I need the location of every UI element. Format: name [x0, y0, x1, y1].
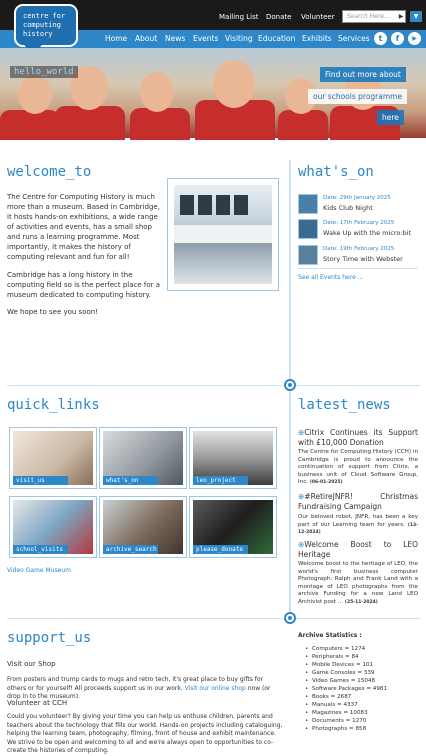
nav-events[interactable]: Events [193, 34, 219, 43]
welcome-paragraph-1: The Centre for Computing History is much more than a museum. Based in Cambridge, it hosts hands-on exhibitions, a wide range of activities and events, has a small shop and runs a learning programme. Most importantly, it makes the history of computing relevant and fun for all! [7, 193, 160, 261]
volunteer-heading: Volunteer at CCH [7, 699, 68, 707]
quick-link-visit-us[interactable] [9, 427, 97, 489]
quick-link-label: school_visits [13, 545, 68, 554]
nav-services[interactable]: Services [338, 34, 370, 43]
archive-stat: • Magazines = 10083 [312, 710, 368, 716]
volunteer-link[interactable]: Volunteer [301, 13, 335, 21]
schools-programme-link[interactable]: our schools programme [308, 89, 407, 104]
quick-link-school-visits[interactable] [9, 496, 97, 558]
nav-about[interactable]: About [135, 34, 158, 43]
horizontal-divider [7, 618, 283, 619]
quick-link-leo-project[interactable] [189, 427, 277, 489]
event-item[interactable] [298, 245, 416, 267]
donate-link[interactable]: Donate [266, 13, 292, 21]
event-item[interactable] [298, 194, 416, 216]
archive-stat: • Documents = 1270 [312, 718, 366, 724]
quick-links-heading: quick_links [7, 397, 100, 413]
nav-visiting[interactable]: Visiting [225, 34, 253, 43]
latest-news-heading: latest_news [298, 397, 391, 413]
welcome-paragraph-2: Cambridge has a long history in the computing field so is the perfect place for a museum dedicated to computing history. [7, 271, 161, 299]
archive-stat: • Mobile Devices = 101 [312, 662, 373, 668]
news-date: (25-11-2024) [344, 599, 378, 605]
nav-home[interactable]: Home [105, 34, 128, 43]
bullet-icon: ⊕ [298, 428, 305, 437]
event-title[interactable]: Wake Up with the micro:bit [323, 229, 412, 237]
quick-link-label: archive_search [103, 545, 158, 554]
nav-exhibits[interactable]: Exhibits [302, 34, 332, 43]
whats-on-heading: what's_on [298, 164, 374, 180]
facebook-icon[interactable]: f [391, 32, 404, 45]
event-item[interactable] [298, 219, 416, 241]
archive-stat: • Manuals = 4337 [312, 702, 358, 708]
event-date: Date: 19th February 2025 [323, 246, 395, 252]
event-thumbnail [298, 219, 318, 239]
news-title[interactable]: ⊕Citrix Continues its Support with £10,000 Donation [298, 428, 418, 447]
news-date: (06-01-2025) [309, 480, 343, 485]
quick-link-whats-on[interactable] [99, 427, 187, 489]
hello-world-tag: hello_world [10, 66, 78, 78]
volunteer-paragraph: Could you volunteer? By giving your time you can help us enthuse children, parents and teachers about the technology that fills our world. Hands-on projects including cataloguing, helping the learning team, photography, filming, front of house and exhibit maintenance. We strive to be open and welcoming to all and we're always open to opportunities to co-create the histories of computing. [7, 713, 283, 754]
chevron-down-icon[interactable]: ▼ [410, 11, 422, 22]
quick-link-label: leo_project [193, 476, 248, 485]
welcome-heading: welcome_to [7, 164, 92, 180]
archive-stat: • Computers = 1274 [312, 646, 365, 652]
archive-stat: • Books = 2687 [312, 694, 351, 700]
youtube-icon[interactable]: ▶ [408, 32, 421, 45]
archive-stat: • Video Games = 15048 [312, 678, 375, 684]
bullet-icon: ⊕ [298, 492, 305, 501]
divider-dot-icon [284, 379, 296, 391]
news-summary: The Centre for Computing History (CCH) in Cambridge is proud to announce the continuation of support from Citrix, a business unit of Cloud Software Group, Inc. (06-01-2025) [298, 449, 418, 485]
find-out-more-link[interactable]: Find out more about [320, 67, 406, 82]
online-shop-link[interactable]: Visit our online shop [184, 684, 246, 692]
search-input[interactable]: Search Here... [342, 10, 406, 23]
quick-link-label: please_donate [193, 545, 248, 554]
shop-paragraph: From posters and trump cards to mugs and retro tech, it's great place to buy gifts for others or for yourself! All proceeds support us in our work. Visit our online shop now (or drop in to the museum). [7, 676, 271, 700]
event-thumbnail [298, 245, 318, 265]
event-thumbnail [298, 194, 318, 214]
shop-heading: Visit our Shop [7, 660, 56, 668]
nav-education[interactable]: Education [258, 34, 296, 43]
archive-stat: • Peripherals = 84 [312, 654, 359, 660]
archive-stats-heading: Archive Statistics : [298, 632, 362, 639]
quick-link-please-donate[interactable] [189, 496, 277, 558]
quick-link-label: what's_on [103, 476, 158, 485]
see-all-events-link[interactable]: See all Events here ... [298, 274, 364, 281]
news-title[interactable]: ⊕#RetireJNFR! Christmas Fundraising Campaign [298, 492, 418, 511]
event-date: Date: 29th January 2025 [323, 195, 391, 201]
welcome-paragraph-3: We hope to see you soon! [7, 308, 99, 316]
horizontal-divider [7, 385, 283, 386]
event-title[interactable]: Kids Club Night [323, 204, 373, 212]
news-title[interactable]: ⊕Welcome Boost to LEO Heritage [298, 540, 418, 559]
event-title[interactable]: Story Time with Webster [323, 255, 403, 263]
news-summary: Welcome boost to the heritage of LEO, the world's first business computer Photograph: Ralph and Frank Land with a montage of LEO photographs from the archive Funding for a new Land LEO Archivist post ... (25-11-2024) [298, 561, 418, 605]
nav-news[interactable]: News [165, 34, 186, 43]
mailing-list-link[interactable]: Mailing List [219, 13, 259, 21]
event-date: Date: 17th February 2025 [323, 220, 395, 226]
news-summary: Our beloved robot, JNFR, has been a key part of our Learning team for years. (13-12-2024) [298, 514, 418, 535]
quick-link-label: visit_us [13, 476, 68, 485]
horizontal-divider [296, 385, 420, 386]
gallery-photo [167, 178, 279, 291]
here-link[interactable]: here [377, 110, 404, 125]
horizontal-divider [296, 618, 420, 619]
site-logo[interactable] [14, 4, 78, 47]
search-button[interactable]: ▶ [398, 13, 404, 20]
archive-stat: • Software Packages = 4981 [312, 686, 387, 692]
support-us-heading: support_us [7, 630, 92, 646]
quick-link-archive-search[interactable] [99, 496, 187, 558]
archive-stat: • Game Consoles = 339 [312, 670, 374, 676]
bullet-icon: ⊕ [298, 540, 305, 549]
twitter-icon[interactable]: t [374, 32, 387, 45]
divider-dot-icon [284, 612, 296, 624]
news-date: (13-12-2024) [298, 522, 418, 535]
video-game-museum-link[interactable]: Video Game Museum [7, 567, 71, 574]
logo-text: centre for computing history [23, 12, 66, 38]
archive-stat: • Photographs = 858 [312, 726, 366, 732]
